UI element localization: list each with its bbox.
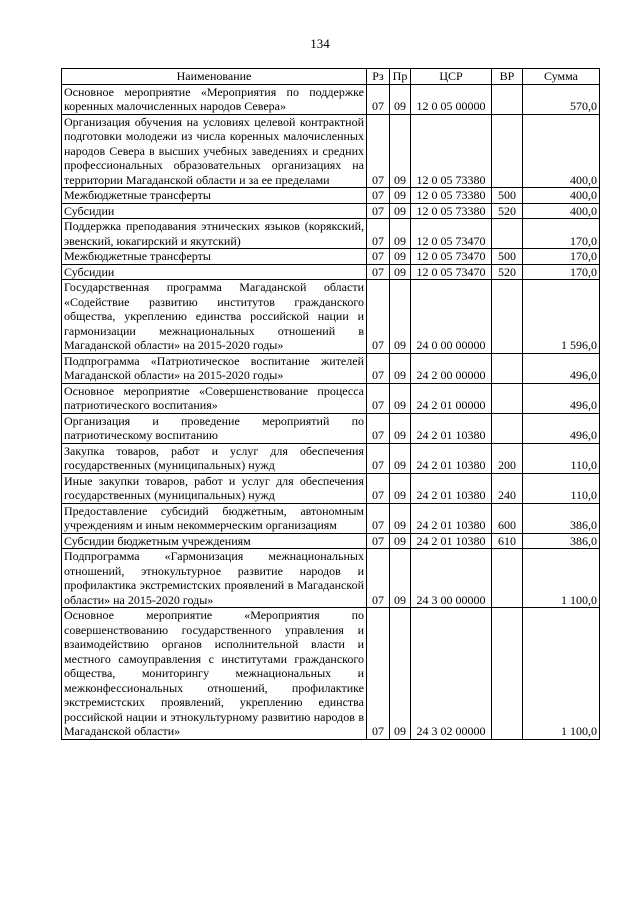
- cell-name: Поддержка преподавания этнических языков (корякский, эвенский, юкагирский и якутский): [62, 219, 367, 249]
- cell-name: Организация обучения на условиях целевой контрактной подготовки молодежи из числа коренных малочисленных народов Севера в высших учебных заведениях и средних профессиональных образовательных организациях на территории Магаданской области и за ее пределами: [62, 114, 367, 188]
- cell-vr: [492, 549, 523, 608]
- header-vr: ВР: [492, 69, 523, 85]
- header-pr: Пр: [390, 69, 411, 85]
- cell-vr: 500: [492, 249, 523, 265]
- cell-sum: 170,0: [523, 264, 600, 280]
- cell-pr: 09: [390, 413, 411, 443]
- cell-rz: 07: [367, 353, 390, 383]
- cell-csr: 24 2 01 10380: [411, 533, 492, 549]
- table-row: [62, 413, 600, 443]
- cell-name: Субсидии бюджетным учреждениям: [62, 533, 367, 549]
- table-row: [62, 264, 600, 280]
- table-row: [62, 203, 600, 219]
- cell-csr: 12 0 05 00000: [411, 84, 492, 114]
- cell-name: Межбюджетные трансферты: [62, 249, 367, 265]
- cell-pr: 09: [390, 203, 411, 219]
- cell-vr: [492, 383, 523, 413]
- cell-csr: 12 0 05 73470: [411, 249, 492, 265]
- header-sum: Сумма: [523, 69, 600, 85]
- table-row: [62, 608, 600, 740]
- cell-rz: 07: [367, 473, 390, 503]
- cell-csr: 24 2 01 10380: [411, 413, 492, 443]
- cell-csr: 24 2 01 10380: [411, 503, 492, 533]
- cell-pr: 09: [390, 249, 411, 265]
- cell-vr: 520: [492, 264, 523, 280]
- header-csr: ЦСР: [411, 69, 492, 85]
- table-row: [62, 188, 600, 204]
- cell-name: Организация и проведение мероприятий по патриотическому воспитанию: [62, 413, 367, 443]
- cell-rz: 07: [367, 264, 390, 280]
- cell-sum: 570,0: [523, 84, 600, 114]
- cell-sum: 400,0: [523, 203, 600, 219]
- cell-csr: 24 3 00 00000: [411, 549, 492, 608]
- cell-sum: 496,0: [523, 353, 600, 383]
- cell-pr: 09: [390, 84, 411, 114]
- cell-csr: 12 0 05 73380: [411, 203, 492, 219]
- cell-sum: 1 100,0: [523, 549, 600, 608]
- cell-csr: 24 2 01 10380: [411, 473, 492, 503]
- table-row: [62, 503, 600, 533]
- cell-vr: 200: [492, 443, 523, 473]
- cell-csr: 24 3 02 00000: [411, 608, 492, 740]
- cell-rz: 07: [367, 549, 390, 608]
- table-row: [62, 84, 600, 114]
- cell-name: Подпрограмма «Патриотическое воспитание жителей Магаданской области» на 2015-2020 годы»: [62, 353, 367, 383]
- cell-sum: 170,0: [523, 249, 600, 265]
- cell-pr: 09: [390, 353, 411, 383]
- cell-pr: 09: [390, 280, 411, 354]
- cell-name: Закупка товаров, работ и услуг для обеспечения государственных (муниципальных) нужд: [62, 443, 367, 473]
- cell-name: Подпрограмма «Гармонизация межнациональных отношений, этнокультурное развитие народов и профилактика экстремистских проявлений в Магаданской области» на 2015-2020 годы»: [62, 549, 367, 608]
- cell-rz: 07: [367, 114, 390, 188]
- table-row: [62, 473, 600, 503]
- cell-vr: 610: [492, 533, 523, 549]
- budget-table: [61, 68, 600, 740]
- table-row: [62, 114, 600, 188]
- cell-vr: 500: [492, 188, 523, 204]
- table-header-row: [62, 69, 600, 85]
- cell-csr: 12 0 05 73470: [411, 264, 492, 280]
- cell-pr: 09: [390, 188, 411, 204]
- cell-name: Основное мероприятие «Совершенствование процесса патриотического воспитания»: [62, 383, 367, 413]
- cell-sum: 110,0: [523, 443, 600, 473]
- cell-rz: 07: [367, 383, 390, 413]
- table-row: [62, 443, 600, 473]
- cell-name: Предоставление субсидий бюджетным, автономным учреждениям и иным некоммерческим организациям: [62, 503, 367, 533]
- header-name: Наименование: [62, 69, 367, 85]
- cell-vr: [492, 413, 523, 443]
- cell-pr: 09: [390, 443, 411, 473]
- cell-vr: [492, 219, 523, 249]
- cell-sum: 496,0: [523, 413, 600, 443]
- cell-csr: 12 0 05 73470: [411, 219, 492, 249]
- table-row: [62, 383, 600, 413]
- cell-sum: 386,0: [523, 533, 600, 549]
- cell-pr: 09: [390, 533, 411, 549]
- cell-csr: 24 2 01 00000: [411, 383, 492, 413]
- cell-pr: 09: [390, 383, 411, 413]
- cell-sum: 110,0: [523, 473, 600, 503]
- cell-pr: 09: [390, 608, 411, 740]
- cell-rz: 07: [367, 503, 390, 533]
- cell-name: Основное мероприятие «Мероприятия по поддержке коренных малочисленных народов Севера»: [62, 84, 367, 114]
- header-rz: Рз: [367, 69, 390, 85]
- cell-vr: [492, 608, 523, 740]
- cell-pr: 09: [390, 114, 411, 188]
- cell-rz: 07: [367, 533, 390, 549]
- cell-name: Субсидии: [62, 264, 367, 280]
- table-row: [62, 549, 600, 608]
- cell-pr: 09: [390, 219, 411, 249]
- cell-vr: 600: [492, 503, 523, 533]
- cell-rz: 07: [367, 188, 390, 204]
- cell-pr: 09: [390, 503, 411, 533]
- table-row: [62, 219, 600, 249]
- cell-rz: 07: [367, 443, 390, 473]
- cell-csr: 24 2 00 00000: [411, 353, 492, 383]
- cell-sum: 496,0: [523, 383, 600, 413]
- cell-pr: 09: [390, 264, 411, 280]
- cell-rz: 07: [367, 413, 390, 443]
- cell-name: Иные закупки товаров, работ и услуг для обеспечения государственных (муниципальных) нужд: [62, 473, 367, 503]
- table-row: [62, 249, 600, 265]
- cell-vr: 240: [492, 473, 523, 503]
- cell-sum: 1 596,0: [523, 280, 600, 354]
- table-row: [62, 533, 600, 549]
- cell-sum: 386,0: [523, 503, 600, 533]
- cell-sum: 400,0: [523, 188, 600, 204]
- cell-pr: 09: [390, 473, 411, 503]
- cell-name: Субсидии: [62, 203, 367, 219]
- cell-name: Основное мероприятие «Мероприятия по совершенствованию государственного управления и взаимодействию органов исполнительной власти и местного самоуправления с институтами гражданского общества, мониторингу межнациональных и межконфессиональных отношений, профилактике экстремистских проявлений, укреплению единства российской нации и этнокультурному развитию народов в Магаданской области»: [62, 608, 367, 740]
- cell-sum: 400,0: [523, 114, 600, 188]
- cell-csr: 24 2 01 10380: [411, 443, 492, 473]
- cell-csr: 24 0 00 00000: [411, 280, 492, 354]
- cell-vr: [492, 280, 523, 354]
- cell-rz: 07: [367, 203, 390, 219]
- cell-name: Государственная программа Магаданской области «Содействие развитию институтов гражданского общества, укреплению единства российской нации и гармонизации межнациональных отношений в Магаданской области» на 2015-2020 годы»: [62, 280, 367, 354]
- cell-pr: 09: [390, 549, 411, 608]
- cell-csr: 12 0 05 73380: [411, 188, 492, 204]
- cell-sum: 170,0: [523, 219, 600, 249]
- cell-rz: 07: [367, 219, 390, 249]
- cell-vr: [492, 114, 523, 188]
- cell-csr: 12 0 05 73380: [411, 114, 492, 188]
- table-row: [62, 353, 600, 383]
- cell-sum: 1 100,0: [523, 608, 600, 740]
- cell-name: Межбюджетные трансферты: [62, 188, 367, 204]
- cell-rz: 07: [367, 608, 390, 740]
- cell-vr: 520: [492, 203, 523, 219]
- cell-rz: 07: [367, 249, 390, 265]
- table-row: [62, 280, 600, 354]
- page-number: 134: [310, 36, 330, 51]
- cell-rz: 07: [367, 280, 390, 354]
- cell-rz: 07: [367, 84, 390, 114]
- cell-vr: [492, 353, 523, 383]
- cell-vr: [492, 84, 523, 114]
